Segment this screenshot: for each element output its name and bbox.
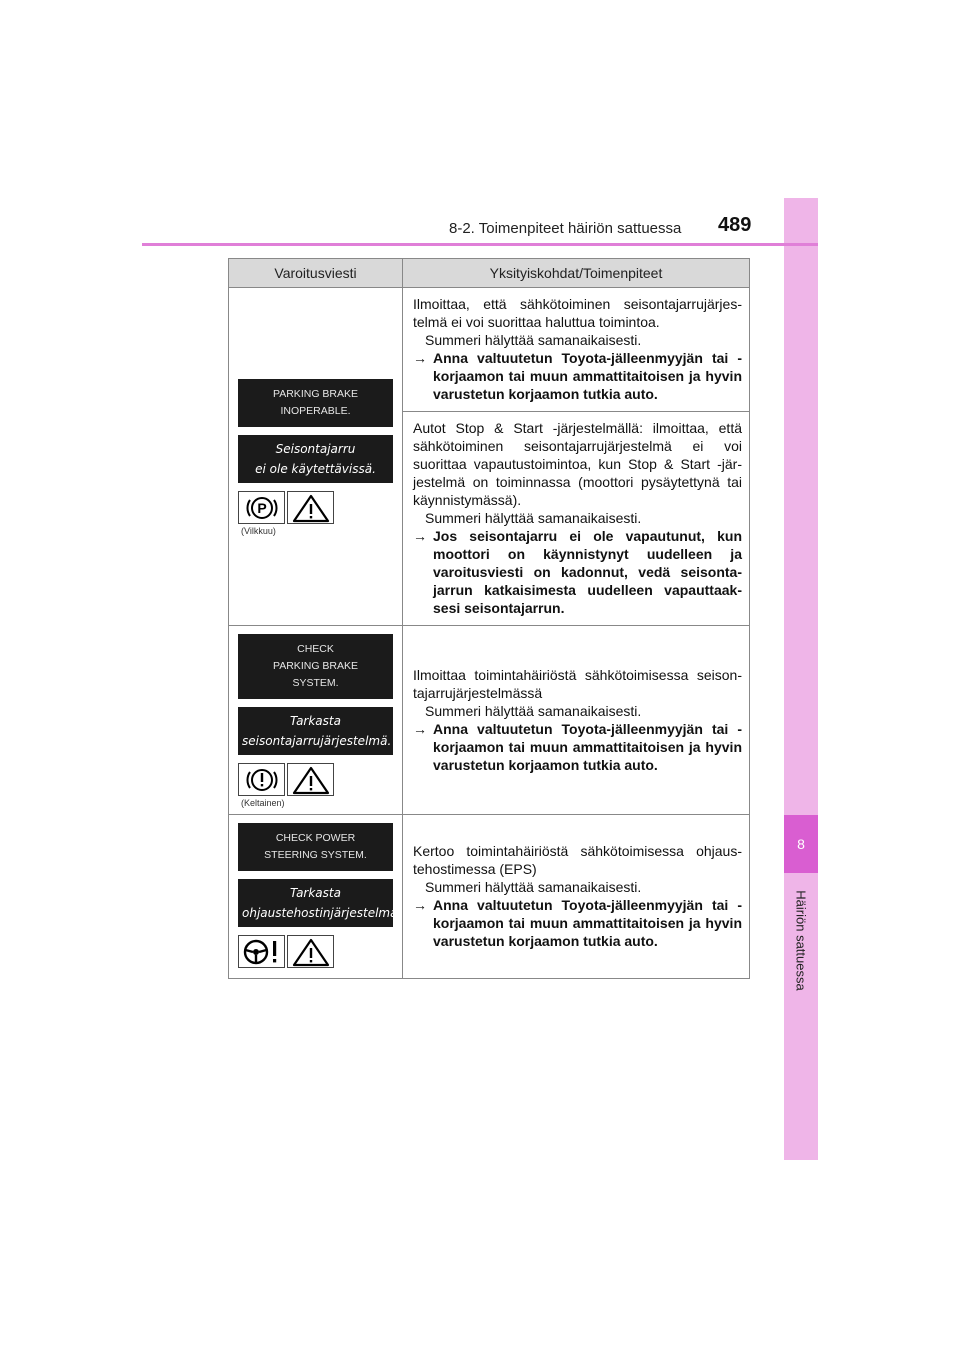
parking-brake-circle-exclamation-icon: [238, 763, 285, 796]
details-cell: [403, 626, 750, 815]
action-text: Anna valtuutetun Toyota-jälleenmyyjän tai -korjaamon tai muun ammattitaitoisen ja hyvin varustetun korjaamon tutkia auto.: [433, 897, 742, 949]
chapter-number-tab: [784, 815, 818, 873]
buzzer-note: Summeri hälyttää samanaikaisesti.: [425, 332, 642, 348]
message-cell: [229, 815, 403, 979]
buzzer-note: Summeri hälyttää samanaikaisesti.: [425, 702, 642, 719]
display-message-finnish: Tarkasta seisontajarrujärjestelmä.: [238, 707, 393, 755]
display-message-english: CHECK POWER STEERING SYSTEM.: [238, 823, 393, 871]
message-cell: [229, 626, 403, 815]
details-cell: [403, 412, 750, 626]
table-row: [229, 815, 750, 979]
chapter-label-tab: [784, 880, 818, 1000]
table-row: [229, 288, 750, 412]
chapter-number: 8: [797, 836, 805, 852]
warning-triangle-icon: [287, 491, 334, 524]
indicator-icons: [238, 491, 402, 524]
icon-caption: (Keltainen): [241, 798, 285, 808]
description-text: Kertoo toimintahäiriöstä sähkötoimisessa ohjaus-tehostimessa (EPS): [413, 843, 742, 877]
section-title: 8-2. Toimenpiteet häiriön sattuessa: [449, 220, 682, 237]
table-header-row: [229, 259, 750, 288]
warning-triangle-icon: [287, 935, 334, 968]
buzzer-note: Summeri hälyttää samanaikaisesti.: [425, 510, 642, 526]
column-header-message: Varoitusviesti: [229, 259, 403, 288]
page-number: 489: [718, 214, 752, 236]
display-message-english: CHECK PARKING BRAKE SYSTEM.: [238, 634, 393, 699]
arrow-icon: →: [413, 897, 427, 913]
indicator-icons: [238, 935, 402, 968]
table-row: [229, 626, 750, 815]
warning-triangle-icon: [287, 763, 334, 796]
indicator-icons: [238, 763, 402, 796]
svg-text:P: P: [256, 499, 267, 516]
description-text: Autot Stop & Start -järjestelmällä: ilmoittaa, että sähkötoiminen seisontajarrujärjestelmä ei voi suorittaa vapautustoimintoa, kun Stop & Start -jär-jestelmä on toiminnassa (moottori pysäytettynä tai käynnistymässä).: [413, 420, 742, 508]
details-cell: [403, 815, 750, 979]
message-cell: [229, 288, 403, 626]
arrow-icon: →: [413, 350, 427, 366]
warning-table: [228, 258, 750, 979]
parking-brake-p-icon: [238, 491, 285, 524]
action-text: Jos seisontajarru ei ole vapautunut, kun moottori on käynnistynyt uudelleen ja varoitusviesti on kadonnut, vedä seisonta-jarrun katkaisimesta uudelleen vapauttaak-sesi seisontajarrun.: [433, 528, 742, 616]
chapter-label: Häiriön sattuessa: [793, 889, 809, 991]
arrow-icon: →: [413, 720, 427, 737]
action-text: Anna valtuutetun Toyota-jälleenmyyjän tai -korjaamon tai muun ammattitaitoisen ja hyvin varustetun korjaamon tutkia auto.: [433, 720, 742, 773]
arrow-icon: →: [413, 528, 427, 544]
description-text: Ilmoittaa toimintahäiriöstä sähkötoimisessa seison-tajarrujärjestelmässä: [413, 666, 742, 701]
side-tab: [784, 198, 818, 1160]
description-text: Ilmoittaa, että sähkötoiminen seisontajarrujärjes-telmä ei voi suorittaa haluttua toimintoa.: [413, 296, 742, 330]
column-header-details: Yksityiskohdat/Toimenpiteet: [403, 259, 750, 288]
icon-caption: (Vilkkuu): [241, 526, 276, 536]
buzzer-note: Summeri hälyttää samanaikaisesti.: [425, 879, 642, 895]
display-message-finnish: Seisontajarru ei ole käytettävissä.: [238, 435, 393, 483]
display-message-finnish: Tarkasta ohjaustehostinjärjestelmä.: [238, 879, 393, 927]
steering-wheel-exclamation-icon: [238, 935, 285, 968]
action-text: Anna valtuutetun Toyota-jälleenmyyjän tai -korjaamon tai muun ammattitaitoisen ja hyvin varustetun korjaamon tutkia auto.: [433, 350, 742, 402]
details-cell: [403, 288, 750, 412]
display-message-english: PARKING BRAKE INOPERABLE.: [238, 379, 393, 427]
header-rule: [142, 243, 818, 246]
